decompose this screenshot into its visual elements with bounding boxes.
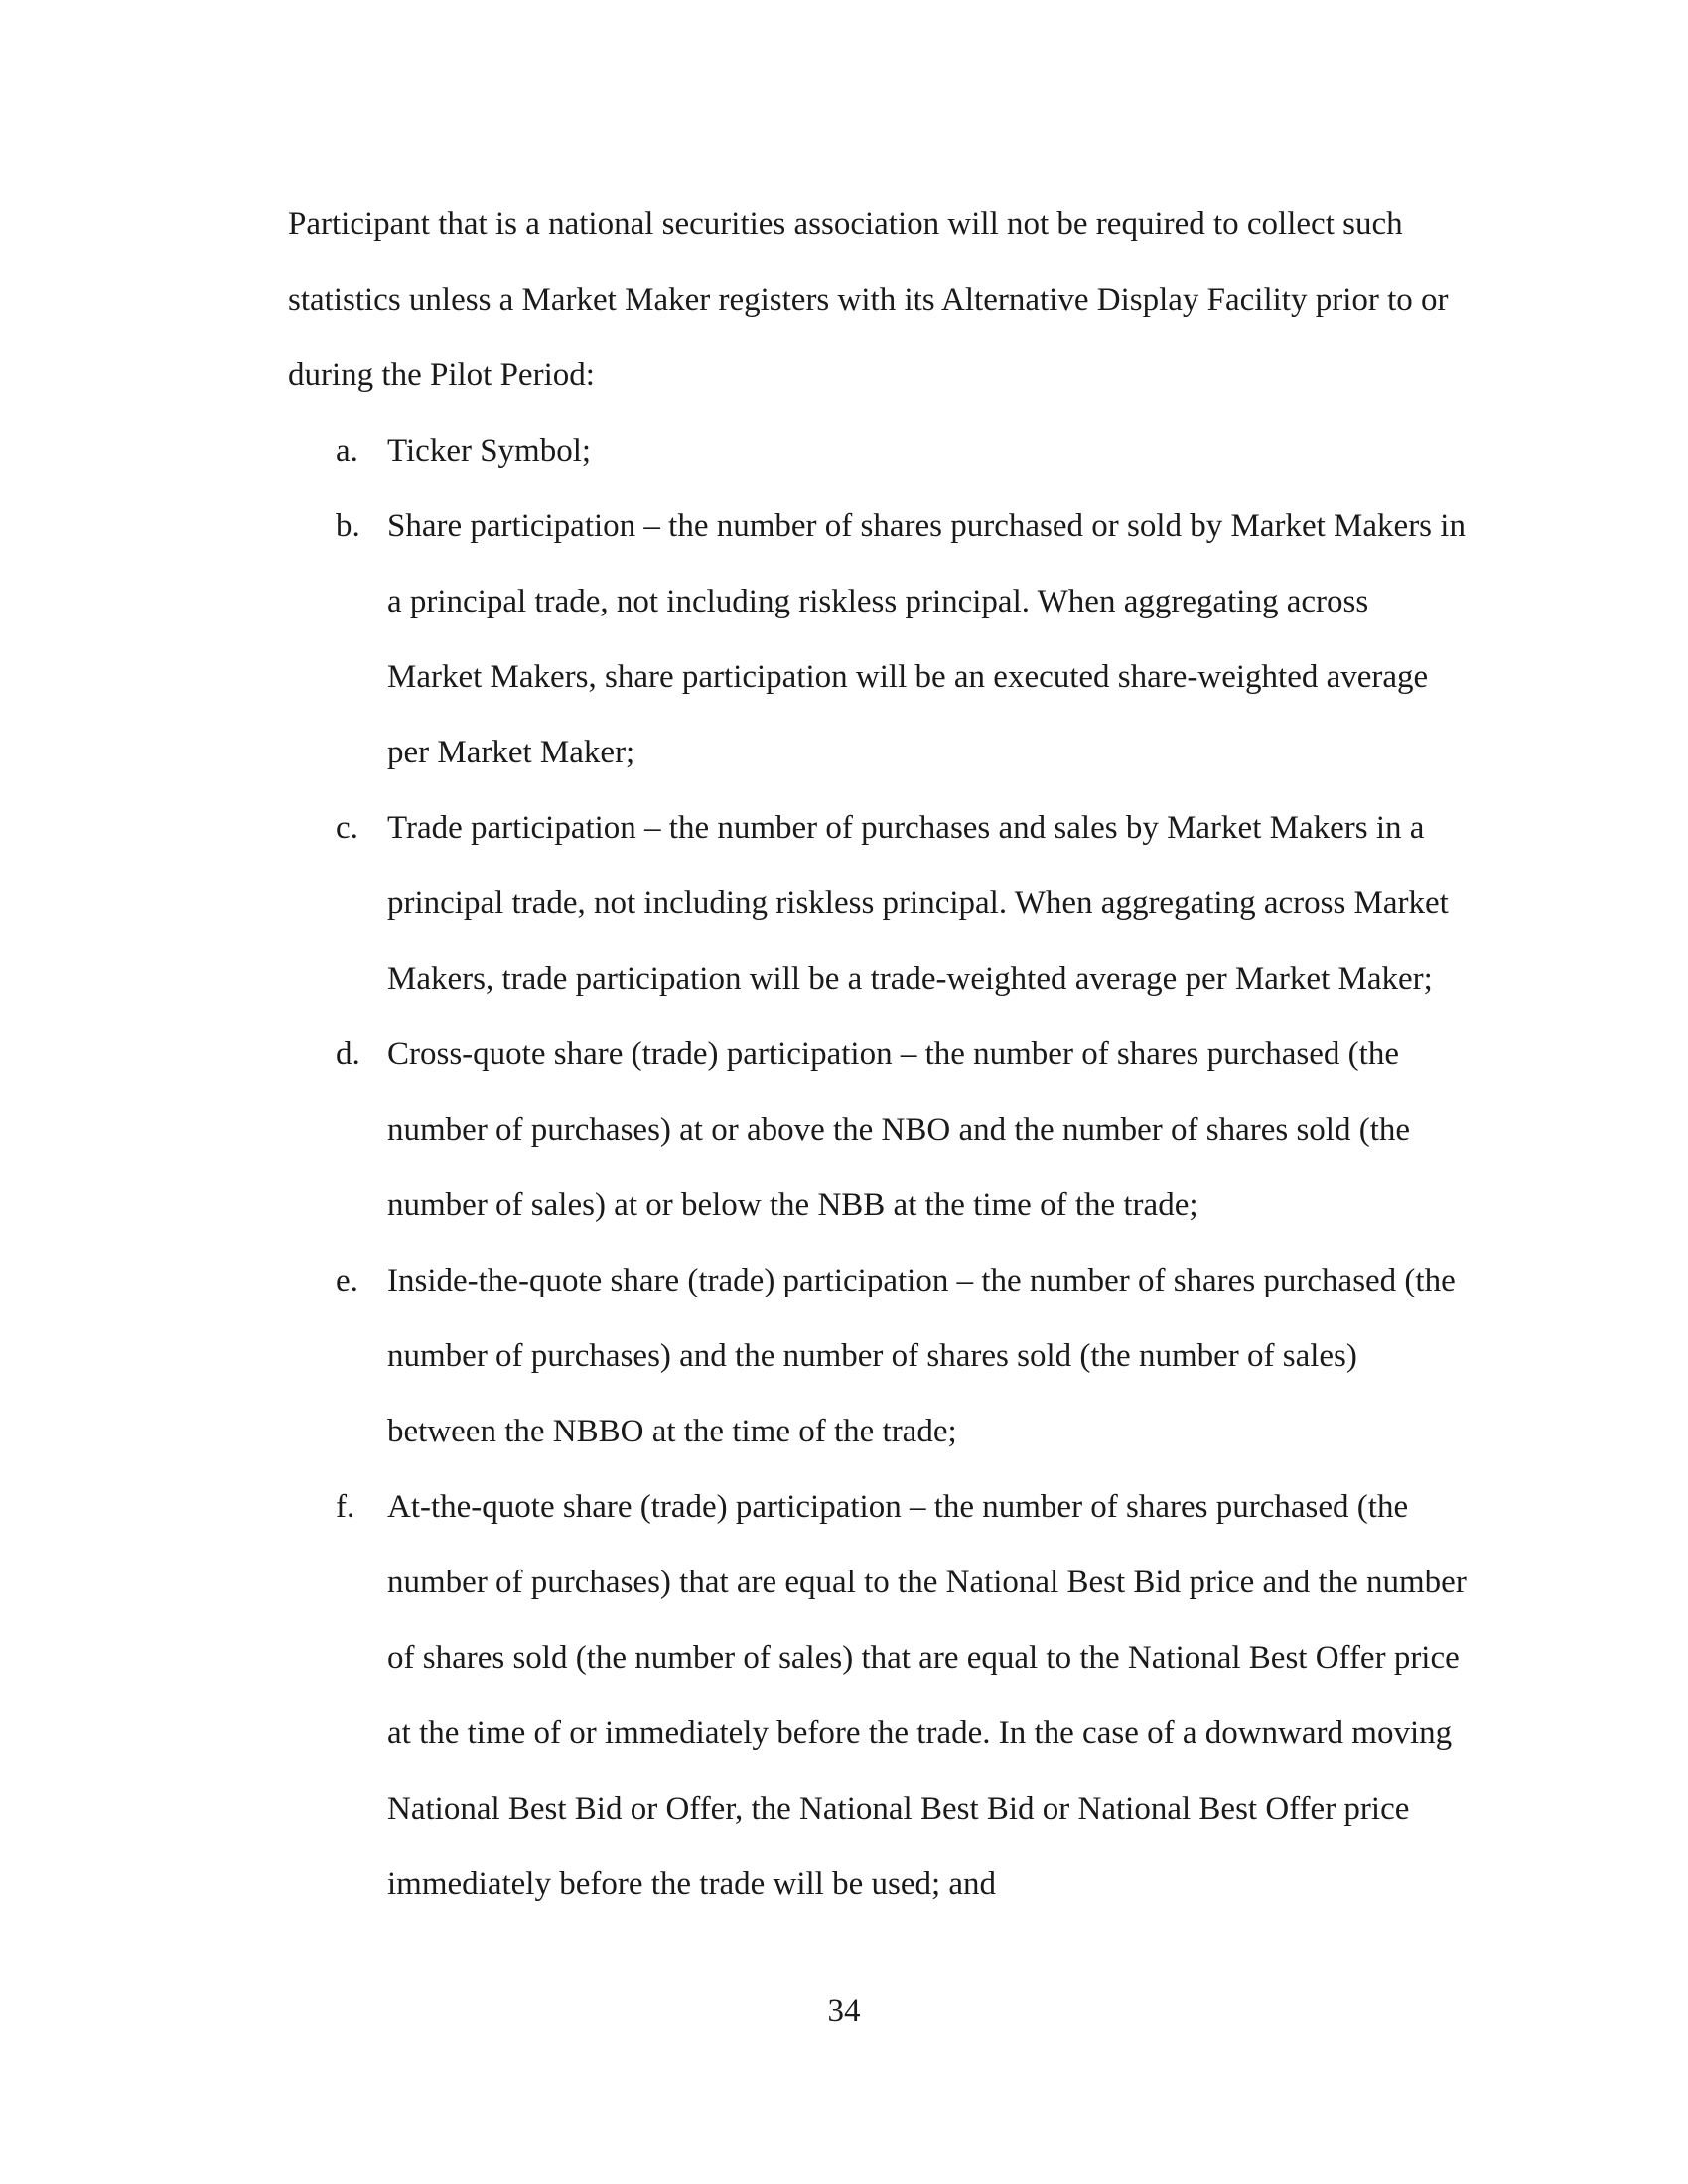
list-item-line: Ticker Symbol;	[387, 433, 592, 469]
list-item-line: number of purchases) at or above the NBO and the number of shares sold (the	[387, 1112, 1411, 1148]
list-marker: f.	[336, 1489, 355, 1525]
list-item-line: National Best Bid or Offer, the National Best Bid or National Best Offer price	[387, 1791, 1410, 1827]
list-item-e	[288, 1243, 1509, 1469]
list-item-line: of shares sold (the number of sales) that are equal to the National Best Offer price	[387, 1640, 1460, 1676]
list-item-line: Inside-the-quote share (trade) participation – the number of shares purchased (the	[387, 1263, 1456, 1298]
list-item-line: Trade participation – the number of purchases and sales by Market Makers in a	[387, 810, 1425, 846]
list-item-line: principal trade, not including riskless principal. When aggregating across Market	[387, 886, 1449, 921]
list-item-line: a principal trade, not including riskless principal. When aggregating across	[387, 584, 1369, 619]
list-item-b	[288, 488, 1509, 790]
list-item-line: between the NBBO at the time of the trade;	[387, 1414, 957, 1449]
list-item-line: Cross-quote share (trade) participation – the number of shares purchased (the	[387, 1036, 1399, 1072]
list-item-f	[288, 1469, 1509, 1922]
list-item-line: number of sales) at or below the NBB at the time of the trade;	[387, 1187, 1198, 1223]
list-item-d	[288, 1017, 1509, 1243]
list-marker: d.	[336, 1036, 360, 1072]
intro-line: statistics unless a Market Maker registers with its Alternative Display Facility prior to or	[288, 282, 1449, 318]
page-number: 34	[827, 1993, 861, 2029]
list-item-line: Makers, trade participation will be a trade-weighted average per Market Maker;	[387, 961, 1433, 997]
intro-paragraph	[288, 187, 1479, 413]
list-item-line: At-the-quote share (trade) participation – the number of shares purchased (the	[387, 1489, 1409, 1525]
list-item-line: number of purchases) that are equal to the National Best Bid price and the number	[387, 1565, 1467, 1600]
intro-line: Participant that is a national securities association will not be required to collect such	[288, 206, 1403, 242]
list-item-line: immediately before the trade will be used; and	[387, 1866, 997, 1902]
list-item-line: at the time of or immediately before the trade. In the case of a downward moving	[387, 1715, 1453, 1751]
list-marker: c.	[336, 810, 358, 846]
list-marker: e.	[336, 1263, 358, 1298]
intro-line: during the Pilot Period:	[288, 357, 595, 393]
list-item-a	[288, 413, 1509, 488]
list-marker: a.	[336, 433, 358, 469]
list-item-line: Market Makers, share participation will be an executed share-weighted average	[387, 659, 1429, 695]
statistics-list	[288, 413, 1509, 1922]
list-marker: b.	[336, 508, 360, 544]
list-item-line: per Market Maker;	[387, 735, 635, 770]
list-item-line: number of purchases) and the number of shares sold (the number of sales)	[387, 1338, 1357, 1374]
list-item-line: Share participation – the number of shares purchased or sold by Market Makers in	[387, 508, 1466, 544]
list-item-c	[288, 790, 1509, 1017]
